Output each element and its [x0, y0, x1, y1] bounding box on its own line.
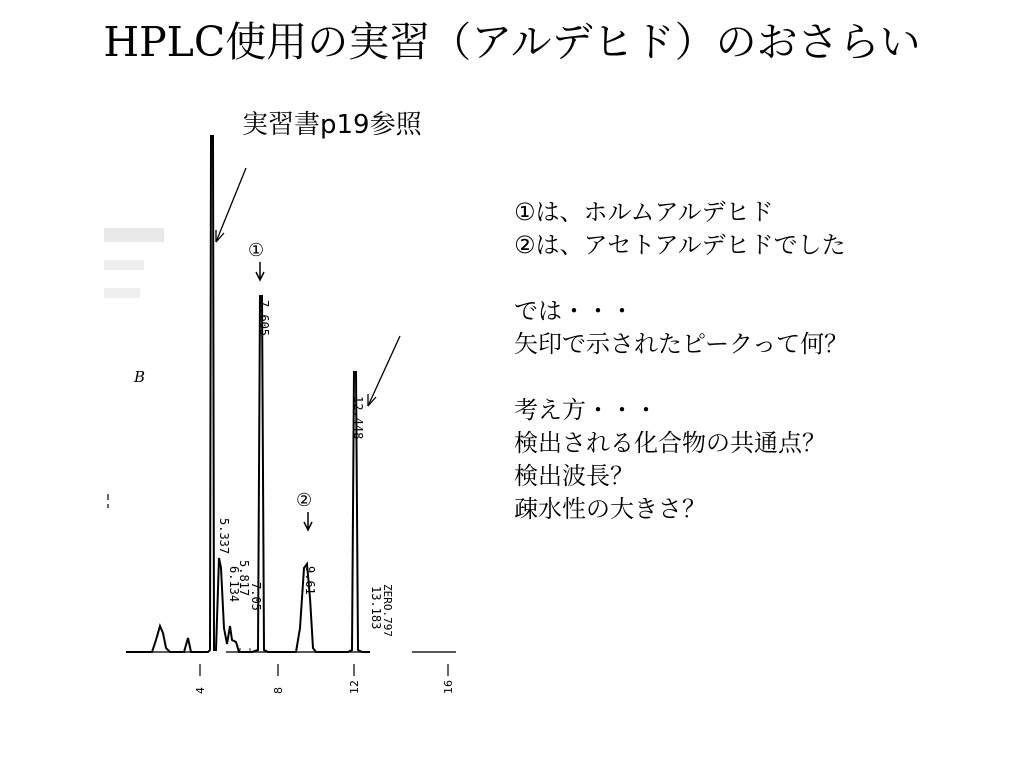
peak-marker-arrow-icon — [304, 512, 312, 530]
reference-note: 実習書p19参照 — [242, 110, 422, 140]
slide-title: HPLC使用の実習（アルデヒド）のおさらい — [103, 18, 921, 66]
retention-label: 12.448 — [351, 396, 365, 440]
retention-label: 13.183 — [369, 586, 383, 630]
retention-label: 9.61 — [303, 566, 317, 595]
note-line: ①は、ホルムアルデヒド — [514, 198, 774, 226]
x-tick-label: 12 — [348, 680, 361, 694]
note-line: 検出される化合物の共通点？ — [514, 429, 826, 457]
x-tick-label: 16 — [442, 680, 455, 694]
note-line: ②は、アセトアルデヒドでした — [514, 231, 846, 259]
retention-label: ZERO.797 — [381, 584, 394, 637]
retention-label: 5.337 — [217, 518, 231, 555]
note-line: 検出波長？ — [514, 462, 634, 490]
note-line: 矢印で示されたピークって何？ — [514, 330, 849, 358]
note-line: では・・・ — [514, 297, 634, 325]
x-tick-label: 4 — [194, 687, 207, 694]
note-line: 疎水性の大きさ？ — [514, 495, 706, 523]
scan-smudge — [104, 260, 144, 270]
note-line: 考え方・・・ — [514, 396, 658, 424]
scan-smudge — [104, 288, 140, 298]
retention-label: 6.134 — [227, 566, 241, 603]
chromatogram-svg — [100, 128, 470, 728]
pointer-arrow-icon — [216, 168, 246, 242]
x-axis-ticks — [200, 664, 448, 676]
peak-marker: ① — [248, 240, 265, 261]
scan-smudge — [104, 228, 164, 242]
chromatogram-figure — [100, 128, 470, 728]
pointer-arrow-icon — [368, 336, 400, 406]
x-tick-label: 8 — [272, 687, 285, 694]
retention-label: 7.05 — [249, 582, 263, 611]
peak-marker: ② — [296, 490, 313, 511]
retention-label: 7.605 — [257, 300, 271, 337]
peak-marker-arrow-icon — [256, 262, 264, 280]
notes-panel — [514, 196, 994, 526]
retention-label: 5.817 — [237, 560, 251, 597]
panel-label: B — [134, 368, 146, 386]
